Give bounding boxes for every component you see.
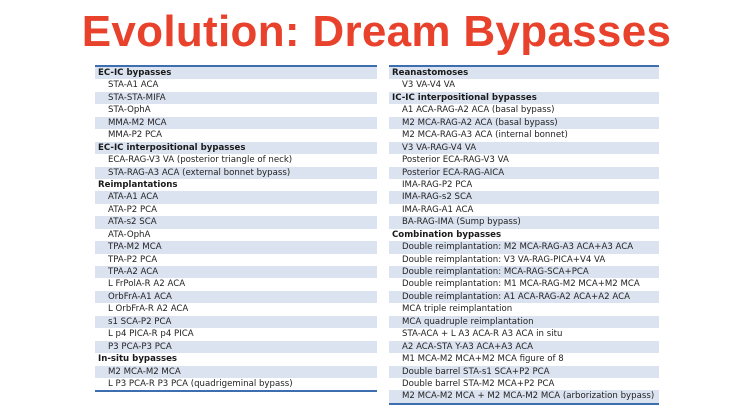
table-row: Double reimplantation: M1 MCA-RAG-M2 MCA+M2 MCA (389, 278, 659, 290)
table-row: A1 ACA-RAG-A2 ACA (basal bypass) (389, 104, 659, 116)
section-header: Combination bypasses (389, 229, 659, 241)
table-row: s1 SCA-P2 PCA (95, 316, 377, 328)
table-row: Posterior ECA-RAG-V3 VA (389, 154, 659, 166)
table-row: Double reimplantation: M2 MCA-RAG-A3 ACA+A3 ACA (389, 241, 659, 253)
table-row: L FrPolA-R A2 ACA (95, 278, 377, 290)
table-row: ATA-A1 ACA (95, 191, 377, 203)
table-row: M1 MCA-M2 MCA+M2 MCA figure of 8 (389, 353, 659, 365)
table-bottom-rule (95, 390, 377, 392)
table-row: TPA-M2 MCA (95, 241, 377, 253)
table-row: Posterior ECA-RAG-AICA (389, 167, 659, 179)
table-row: MMA-M2 MCA (95, 117, 377, 129)
table-row: TPA-A2 ACA (95, 266, 377, 278)
section-header: IC-IC interpositional bypasses (389, 92, 659, 104)
table-row: V3 VA-V4 VA (389, 79, 659, 91)
table-row: STA-STA-MIFA (95, 92, 377, 104)
table-row: IMA-RAG-s2 SCA (389, 191, 659, 203)
left-bypass-table (95, 65, 377, 392)
table-row: BA-RAG-IMA (Sump bypass) (389, 216, 659, 228)
table-row: IMA-RAG-A1 ACA (389, 204, 659, 216)
table-row: L P3 PCA-R P3 PCA (quadrigeminal bypass) (95, 378, 377, 390)
table-row: TPA-P2 PCA (95, 254, 377, 266)
table-row: A2 ACA-STA Y-A3 ACA+A3 ACA (389, 341, 659, 353)
section-header: Reanastomoses (389, 67, 659, 79)
table-row: Double reimplantation: MCA-RAG-SCA+PCA (389, 266, 659, 278)
table-row: M2 MCA-M2 MCA (95, 366, 377, 378)
table-row: M2 MCA-M2 MCA + M2 MCA-M2 MCA (arborization bypass) (389, 390, 659, 402)
table-row: Double barrel STA-s1 SCA+P2 PCA (389, 366, 659, 378)
table-row: L OrbFrA-R A2 ACA (95, 303, 377, 315)
table-row: ATA-s2 SCA (95, 216, 377, 228)
table-row: OrbFrA-A1 ACA (95, 291, 377, 303)
section-header: EC-IC interpositional bypasses (95, 142, 377, 154)
table-row: MCA triple reimplantation (389, 303, 659, 315)
table-row: STA-OphA (95, 104, 377, 116)
section-header: Reimplantations (95, 179, 377, 191)
table-row: STA-A1 ACA (95, 79, 377, 91)
table-row: M2 MCA-RAG-A2 ACA (basal bypass) (389, 117, 659, 129)
table-row: M2 MCA-RAG-A3 ACA (internal bonnet) (389, 129, 659, 141)
table-row: P3 PCA-P3 PCA (95, 341, 377, 353)
table-row: ECA-RAG-V3 VA (posterior triangle of neck) (95, 154, 377, 166)
table-row: V3 VA-RAG-V4 VA (389, 142, 659, 154)
table-row: STA-RAG-A3 ACA (external bonnet bypass) (95, 167, 377, 179)
table-row: Double reimplantation: V3 VA-RAG-PICA+V4 VA (389, 254, 659, 266)
table-row: Double barrel STA-M2 MCA+P2 PCA (389, 378, 659, 390)
table-row: Double reimplantation: A1 ACA-RAG-A2 ACA+A2 ACA (389, 291, 659, 303)
table-row: L p4 PICA-R p4 PICA (95, 328, 377, 340)
table-row: STA-ACA + L A3 ACA-R A3 ACA in situ (389, 328, 659, 340)
slide-title: Evolution: Dream Bypasses (81, 7, 672, 56)
table-row: MCA quadruple reimplantation (389, 316, 659, 328)
table-row: ATA-OphA (95, 229, 377, 241)
right-bypass-table (389, 65, 659, 405)
table-row: MMA-P2 PCA (95, 129, 377, 141)
table-row: ATA-P2 PCA (95, 204, 377, 216)
table-bottom-rule (389, 403, 659, 405)
section-header: In-situ bypasses (95, 353, 377, 365)
section-header: EC-IC bypasses (95, 67, 377, 79)
table-row: IMA-RAG-P2 PCA (389, 179, 659, 191)
